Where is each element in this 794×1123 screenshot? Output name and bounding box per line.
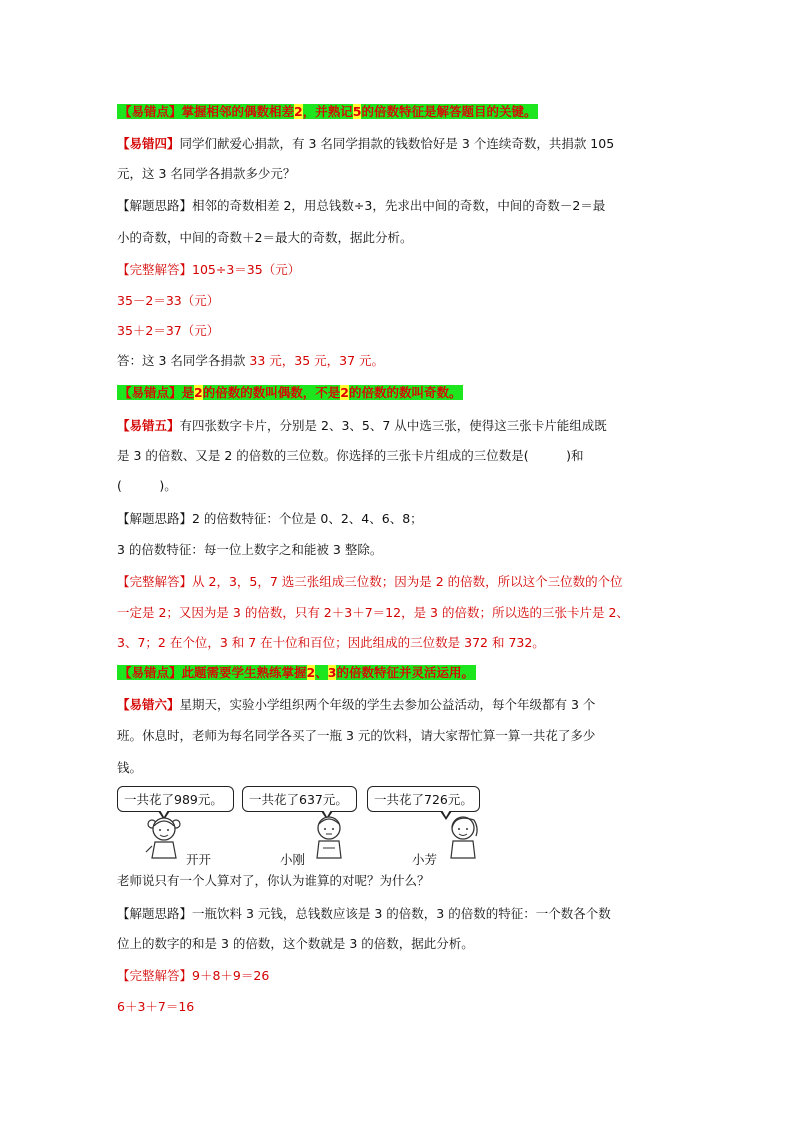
answer-tag: 【完整解答】 [117,262,193,277]
bubble-text: 一共花了637元。 [249,792,348,807]
analysis-text: 位上的数字的和是 3 的倍数，这个数就是 3 的倍数，据此分析。 [117,936,474,951]
answer-text: 答：这 3 名同学各捐款 [117,353,250,368]
answer-line-8 [117,967,269,985]
answer-line-4 [117,352,384,370]
tip-number: 2 [194,385,203,400]
question-text: 元，这 3 名同学各捐款多少元？ [117,166,296,181]
answer-text: 105÷3＝35（元） [192,262,301,277]
tip-tag: 【易错点】 [119,665,182,680]
analysis-line-1 [117,197,605,215]
analysis-text: 小的奇数，中间的奇数＋2＝最大的奇数，据此分析。 [117,230,413,245]
tip-text: 、 [315,665,328,680]
tip-number: 2 [294,104,303,119]
analysis-line-6 [117,935,474,953]
question-text: 老师说只有一个人算对了，你认为谁算的对呢？为什么？ [117,873,430,888]
tip-text: 是 [181,385,195,400]
analysis-line-4 [117,541,382,559]
tip-text: 此题需要学生熟练掌握 [181,665,307,680]
answer-text: 35＋2＝37（元） [117,323,220,338]
answer-text: 9＋8＋9＝26 [192,968,270,983]
tip-text: 掌握相邻的偶数相差 [181,104,295,119]
tip-text: 的倍数特征并灵活运用。 [336,665,474,680]
tip-text: 的倍数特征是解答题目的关键。 [361,104,537,119]
tip-number: 2 [340,385,349,400]
analysis-text: 【解题思路】一瓶饮料 3 元钱，总钱数应该是 3 的倍数，3 的倍数的特征：一个数各个数 [117,906,611,921]
girl-kaikai-illustration [144,812,184,862]
question-text: 是 3 的倍数、又是 2 的倍数的三位数。你选择的三张卡片组成的三位数是( )和 [117,448,584,463]
answer-text: 35－2＝33（元） [117,293,220,308]
question-text: 钱。 [117,760,143,775]
question-5-line-1 [117,417,607,435]
answer-line-1 [117,261,300,279]
analysis-line-3 [117,510,423,528]
answer-tag: 【完整解答】 [117,574,193,589]
tip-number: 2 [306,665,316,680]
kid-name-xiaogang: 小刚 [280,852,306,867]
boy-xiaogang-illustration [311,812,347,862]
question-4-line-2 [117,165,295,183]
question-6-line-3 [117,759,142,777]
question-text: 有四张数字卡片，分别是 2、3、5、7 从中选三张，使得这三张卡片能组成既 [179,418,607,433]
question-4-line-1 [117,135,614,153]
analysis-line-5 [117,905,611,923]
answer-text: 6＋3＋7＝16 [117,999,195,1014]
tip-highlight [117,385,463,400]
question-text: ( )。 [117,478,177,493]
question-tag: 【易错四】 [117,136,180,151]
answer-line-2 [117,292,219,310]
girl-xiaofang-illustration [445,812,481,862]
answer-text: 一定是 2；又因为是 3 的倍数，只有 2＋3＋7＝12，是 3 的倍数；所以选的三张卡片是 2、 [117,605,629,620]
tip-line-2 [117,384,463,402]
question-6-line-1 [117,696,595,714]
answer-line-5 [117,573,623,591]
tip-text: ，并熟记 [302,104,353,119]
answer-line-9 [117,998,194,1016]
speech-bubble-1 [117,786,234,812]
tip-highlight [117,104,538,119]
answer-line-3 [117,322,219,340]
speech-bubble-2 [242,786,357,812]
analysis-line-2 [117,229,412,247]
question-6-line-4 [117,872,430,890]
answer-line-7 [117,634,545,652]
tip-text: 的倍数的数叫奇数。 [348,385,462,400]
question-tag: 【易错六】 [117,697,180,712]
tip-tag: 【易错点】 [119,385,182,400]
bubble-text: 一共花了726元。 [374,792,473,807]
bubble-text: 一共花了989元。 [124,792,223,807]
tip-number: 5 [352,104,362,119]
answer-text: 3、7；2 在个位，3 和 7 在十位和百位；因此组成的三位数是 372 和 732。 [117,635,545,650]
analysis-text: 3 的倍数特征：每一位上数字之和能被 3 整除。 [117,542,383,557]
question-5-line-2 [117,447,584,465]
tip-line-3 [117,664,476,682]
answer-tag: 【完整解答】 [117,968,193,983]
analysis-text: 【解题思路】相邻的奇数相差 2，用总钱数÷3，先求出中间的奇数，中间的奇数－2＝最 [117,198,606,213]
answer-text: 从 2，3，5，7 选三张组成三位数；因为是 2 的倍数，所以这个三位数的个位 [192,574,623,589]
tip-number: 3 [327,665,337,680]
tip-tag: 【易错点】 [119,104,182,119]
answer-line-6 [117,604,629,622]
answer-values: 33 元，35 元，37 元。 [249,353,385,368]
kid-name-kaikai: 开开 [186,852,212,867]
tip-text: 的倍数的数叫偶数，不是 [202,385,341,400]
question-text: 星期天，实验小学组织两个年级的学生去参加公益活动，每个年级都有 3 个 [179,697,596,712]
speech-bubble-3 [367,786,480,812]
question-tag: 【易错五】 [117,418,180,433]
question-text: 同学们献爱心捐款，有 3 名同学捐款的钱数恰好是 3 个连续奇数，共捐款 105 [179,136,615,151]
analysis-text: 【解题思路】2 的倍数特征：个位是 0、2、4、6、8； [117,511,423,526]
kid-name-xiaofang: 小芳 [412,852,438,867]
question-text: 班。休息时，老师为每名同学各买了一瓶 3 元的饮料，请大家帮忙算一算一共花了多少 [117,728,596,743]
question-6-line-2 [117,727,595,745]
question-5-line-3 [117,477,177,495]
tip-highlight [117,665,476,680]
tip-line-1 [117,103,538,121]
